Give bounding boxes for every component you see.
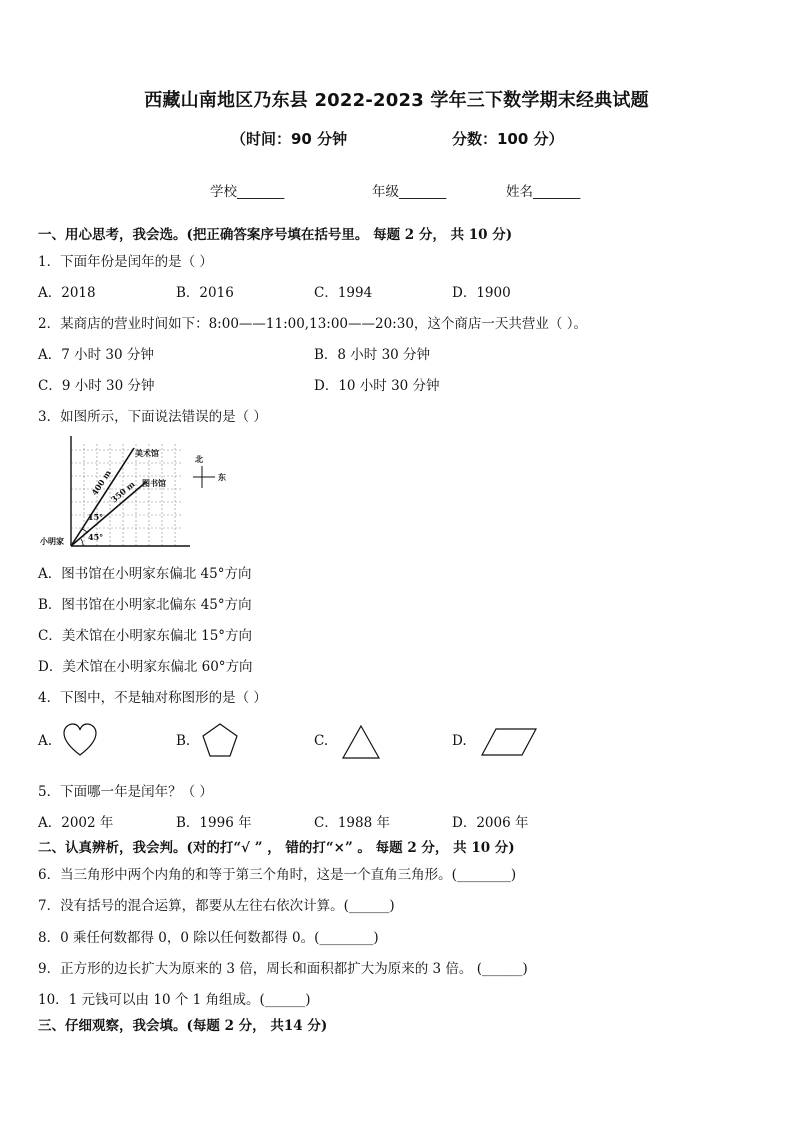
question-4: 4．下图中，不是轴对称图形的是（ ）	[38, 690, 267, 706]
question-5: 5．下面哪一年是闰年？（ ）	[38, 784, 213, 800]
school-field[interactable]: 学校_______	[210, 184, 285, 200]
name-field[interactable]: 姓名_______	[506, 184, 581, 200]
q4-option-d[interactable]: D.	[452, 733, 467, 749]
question-10: 10．1 元钱可以由 10 个 1 角组成。(______)	[38, 992, 311, 1008]
library-label: 图书馆	[142, 478, 166, 488]
q3-option-b[interactable]: B．图书馆在小明家北偏东 45°方向	[38, 597, 252, 613]
q1-option-c[interactable]: C．1994	[314, 285, 373, 301]
question-3: 3．如图所示，下面说法错误的是（ ）	[38, 409, 267, 425]
question-6: 6．当三角形中两个内角的和等于第三个角时，这是一个直角三角形。(________)	[38, 867, 517, 883]
q3-option-c[interactable]: C．美术馆在小明家东偏北 15°方向	[38, 628, 253, 644]
triangle-shape-icon	[341, 724, 381, 760]
q1-option-a[interactable]: A．2018	[38, 285, 96, 301]
question-2: 2．某商店的营业时间如下：8:00——11:00,13:00——20:30，这个商店一天共营业（ ）。	[38, 316, 587, 332]
heart-shape-icon	[62, 722, 98, 758]
d400-label: 400 m	[89, 468, 113, 498]
parallelogram-shape-icon	[480, 727, 538, 757]
page-title: 西藏山南地区乃东县 2022-2023 学年三下数学期末经典试题	[144, 90, 649, 111]
q2-option-d[interactable]: D．10 小时 30 分钟	[314, 378, 440, 394]
exam-time: （时间：90 分钟	[231, 130, 348, 148]
q3-option-d[interactable]: D．美术馆在小明家东偏北 60°方向	[38, 659, 253, 675]
q4-option-a[interactable]: A.	[38, 733, 53, 749]
q5-option-c[interactable]: C．1988 年	[314, 815, 390, 831]
question-1: 1．下面年份是闰年的是（ ）	[38, 254, 213, 270]
north-label: 北	[195, 454, 203, 464]
q1-option-d[interactable]: D．1900	[452, 285, 511, 301]
pentagon-shape-icon	[201, 722, 239, 758]
question-7: 7．没有括号的混合运算，都要从左往右依次计算。(______)	[38, 898, 395, 914]
q3-option-a[interactable]: A．图书馆在小明家东偏北 45°方向	[38, 566, 252, 582]
q2-option-b[interactable]: B．8 小时 30 分钟	[314, 347, 431, 363]
east-label: 东	[218, 472, 226, 482]
q2-option-a[interactable]: A．7 小时 30 分钟	[38, 347, 154, 363]
question-9: 9．正方形的边长扩大为原来的 3 倍，周长和面积都扩大为原来的 3 倍。 (______)	[38, 961, 528, 977]
home-label: 小明家	[40, 536, 64, 546]
q5-option-b[interactable]: B．1996 年	[176, 815, 252, 831]
q5-option-d[interactable]: D．2006 年	[452, 815, 529, 831]
question-8: 8．0 乘任何数都得 0，0 除以任何数都得 0。(________)	[38, 930, 379, 946]
direction-map-figure	[38, 432, 238, 556]
angle-45-label: 45°	[88, 532, 104, 542]
section-3-heading: 三、仔细观察，我会填。(每题 2 分， 共14 分)	[38, 1018, 328, 1034]
grade-field[interactable]: 年级_______	[372, 184, 447, 200]
museum-label: 美术馆	[135, 448, 159, 458]
q5-option-a[interactable]: A．2002 年	[38, 815, 114, 831]
d350-label: 350 m	[108, 478, 137, 505]
q4-option-b[interactable]: B.	[176, 733, 191, 749]
compass-icon	[193, 466, 215, 488]
exam-score: 分数：100 分）	[452, 130, 564, 148]
q4-option-c[interactable]: C.	[314, 733, 329, 749]
q1-option-b[interactable]: B．2016	[176, 285, 234, 301]
section-1-heading: 一、用心思考，我会选。(把正确答案序号填在括号里。 每题 2 分， 共 10 分)	[38, 227, 513, 243]
section-2-heading: 二、认真辨析，我会判。(对的打“√ ” ， 错的打“×” 。 每题 2 分， 共 10 分)	[38, 840, 515, 856]
q2-option-c[interactable]: C．9 小时 30 分钟	[38, 378, 155, 394]
angle-15-label: 15°	[88, 512, 104, 522]
